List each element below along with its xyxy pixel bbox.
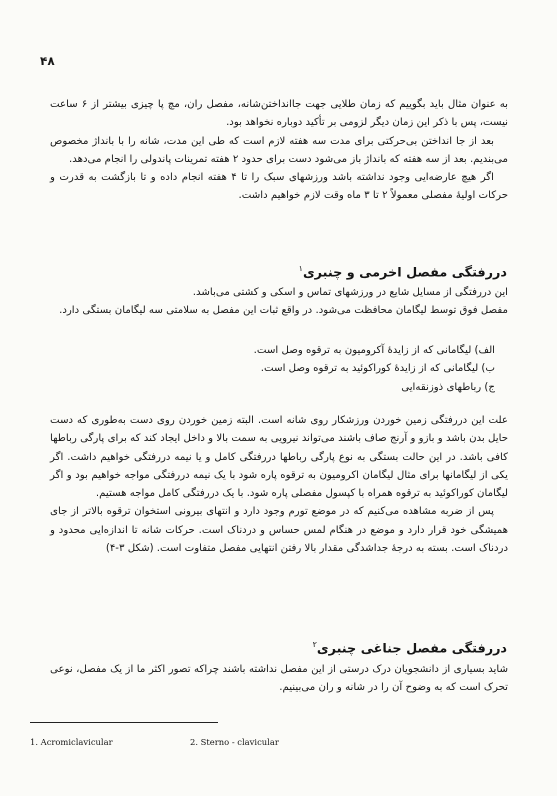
- footnote-ref: ۱: [298, 264, 303, 273]
- paragraph: پس از ضربه مشاهده می‌کنیم که در موضع تورم وجود دارد و انتهای بیرونی استخوان ترقوه بالاتر از جای همیشگی خود قرار دارد و موضع در هنگام لمس حساس و دردناک است. حرکات شانه تا اندازه‌ایی محدود و دردناک است. بسته به درجهٔ جداشدگی مقدار بالا رفتن انتهایی مفصل متفاوت است. (شکل ۳-۴): [50, 506, 508, 555]
- section2-body: [50, 661, 508, 698]
- list-item: ب) لیگامانی که از زایدهٔ کوراکوئید به ترقوه وصل است.: [260, 363, 495, 375]
- section1-intro: [50, 284, 508, 321]
- paragraph: شاید بسیاری از دانشجویان درک درستی از این مفصل نداشته باشند چراکه تصور اکثر ما از یک مفصل، نوعی تحرک است که به وضوح آن را در شانه و ران می‌بینیم.: [50, 664, 508, 694]
- paragraph: این دررفتگی از مسایل شایع در ورزشهای تماس و اسکی و کشتی می‌باشد.: [192, 287, 508, 298]
- heading-text: دررفتگی مفصل اخرمی و چنبری: [302, 265, 507, 281]
- page-number: ۴۸: [40, 54, 55, 68]
- list-item: ج) رباطهای ذوزنقه‌ایی: [401, 381, 495, 393]
- list-item: الف) لیگامانی که از زایدهٔ آکرومیون به ترقوه وصل است.: [253, 345, 495, 356]
- section1-body: [50, 412, 508, 558]
- paragraph: علت این دررفتگی زمین خوردن ورزشکار روی شانه است. البته زمین خوردن روی دست به‌طوری که دست حایل بدن باشد و بازو و آرنج صاف باشند می‌تواند نیرویی به سمت بالا و داخل ایجاد کند که برای پارگی رباطها کافی باشد. در این حالت بستگی به نوع پارگی رباطها دررفتگی کامل و یا نیمه دررفتگی خواهیم داشت. اگر یکی از لیگامانها برای مثال لیگامان اکرومیون به ترقوه پاره شود با یک نیمه دررفتگی مواجه خواهیم بود و اگر لیگامان کوراکوئید به ترقوه همراه با کپسول مفصلی پاره شود. با یک دررفتگی کامل مواجه هستیم.: [50, 415, 508, 500]
- paragraph: اگر هیچ عارضه‌ایی وجود نداشته باشد ورزشهای سبک را تا ۴ هفته انجام داده و تا بازگشت به قدرت و حرکات اولیهٔ مفصلی معمولاً ۲ تا ۳ ماه وقت لازم خواهیم داشت.: [50, 172, 508, 202]
- ligament-list: [65, 342, 505, 397]
- footnote-2: 2. Sterno - clavicular: [190, 737, 279, 747]
- paragraph: مفصل فوق توسط لیگامان محافظت می‌شود. در واقع ثبات این مفصل به سلامتی سه لیگامان بستگی دارد.: [59, 305, 508, 317]
- footnote-1: 1. Acromiclavicular: [30, 737, 113, 747]
- heading-text: دررفتگی مفصل جناغی چنبری: [316, 641, 507, 657]
- paragraph: به عنوان مثال باید بگوییم که زمان طلایی جهت جاانداختن‌شانه، مفصل ران، مچ پا چیزی بیشتر از ۶ ساعت نیست، پس با ذکر این زمان دیگر لزومی بر تأکید دوباره نخواهد بود.: [50, 99, 508, 129]
- intro-paragraphs: [50, 96, 508, 206]
- section-heading-sternoclavicular: [313, 640, 507, 656]
- paragraph: بعد از جا انداختن بی‌حرکتی برای مدت سه هفته لازم است که طی این مدت، شانه را با بانداژ مخصوص می‌بندیم. بعد از سه هفته که بانداژ باز می‌شود دست برای حدود ۲ هفته تمرینات پاندولی را انجام می‌دهد.: [50, 135, 508, 165]
- footnote-divider: [30, 722, 218, 723]
- footnote-ref: ۲: [312, 640, 317, 649]
- section-heading-acromioclavicular: [299, 264, 507, 280]
